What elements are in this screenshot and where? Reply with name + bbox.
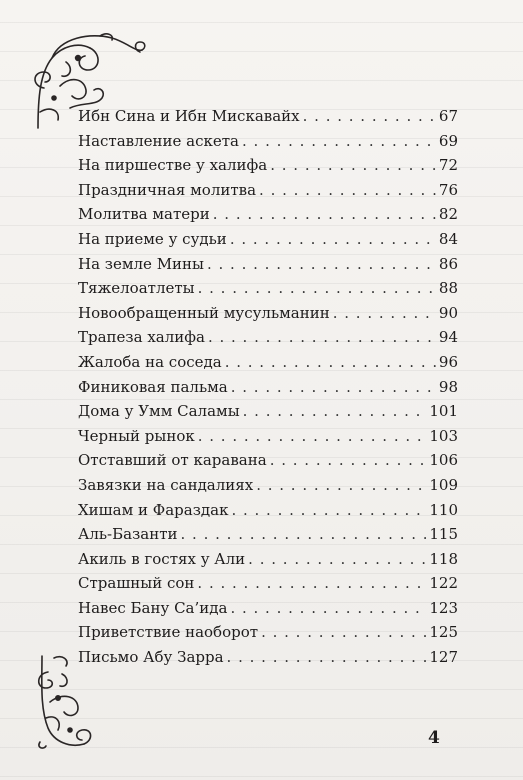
toc-entry-page: 106 <box>429 451 458 470</box>
toc-entry-page: 94 <box>438 328 458 347</box>
toc-entry-title: Черный рынок <box>78 426 195 445</box>
toc-entry-page: 110 <box>429 500 458 519</box>
toc-leader-dots <box>207 252 436 277</box>
toc-leader-dots <box>198 276 436 301</box>
toc-leader-dots <box>198 424 427 449</box>
toc-entry-page: 86 <box>438 254 458 273</box>
toc-leader-dots <box>270 448 427 473</box>
toc-entry-title: На приеме у судьи <box>78 229 227 248</box>
toc-entry-page: 69 <box>438 131 458 150</box>
toc-entry-title: Жалоба на соседа <box>78 352 222 371</box>
toc-leader-dots <box>333 301 436 326</box>
corner-flourish-bottom-icon <box>32 652 98 752</box>
toc-entry[interactable] <box>78 129 458 154</box>
toc-entry[interactable] <box>78 399 458 424</box>
toc-entry-page: 109 <box>429 475 458 494</box>
toc-entry-title: Праздничная молитва <box>78 180 257 199</box>
toc-entry-title: Финиковая пальма <box>78 377 228 396</box>
toc-entry-title: Хишам и Фараздак <box>78 500 229 519</box>
toc-entry-page: 72 <box>438 156 458 175</box>
toc-entry[interactable] <box>78 375 458 400</box>
toc-entry[interactable] <box>78 153 458 178</box>
toc-entry-title: Акиль в гостях у Али <box>78 549 246 568</box>
table-of-contents <box>78 104 458 670</box>
toc-entry[interactable] <box>78 522 458 547</box>
toc-leader-dots <box>256 473 426 498</box>
toc-entry-page: 90 <box>438 303 458 322</box>
toc-entry[interactable] <box>78 325 458 350</box>
toc-leader-dots <box>231 498 426 523</box>
toc-leader-dots <box>231 375 436 400</box>
toc-entry-page: 84 <box>438 229 458 248</box>
toc-entry-title: Молитва матери <box>78 205 210 224</box>
toc-entry[interactable] <box>78 350 458 375</box>
toc-entry-title: Трапеза халифа <box>78 328 205 347</box>
toc-entry-page: 88 <box>438 279 458 298</box>
toc-leader-dots <box>243 399 427 424</box>
toc-entry-title: Новообращенный мусульманин <box>78 303 330 322</box>
toc-leader-dots <box>270 153 436 178</box>
toc-leader-dots <box>225 350 436 375</box>
toc-entry-page: 115 <box>429 525 458 544</box>
toc-entry-page: 96 <box>438 352 458 371</box>
toc-entry-title: Страшный сон <box>78 574 195 593</box>
toc-entry-page: 67 <box>438 107 458 125</box>
toc-entry-page: 101 <box>429 402 458 421</box>
toc-entry-page: 82 <box>438 205 458 224</box>
toc-entry-title: Ибн Сина и Ибн Мискавайх <box>78 107 300 125</box>
toc-entry-title: Наставление аскета <box>78 131 239 150</box>
toc-entry[interactable] <box>78 252 458 277</box>
page-number: 4 <box>428 728 440 748</box>
toc-leader-dots <box>242 129 436 154</box>
toc-entry-title: На земле Мины <box>78 254 204 273</box>
toc-entry-title: Навес Бану Са’ида <box>78 598 228 617</box>
toc-entry[interactable] <box>78 178 458 203</box>
toc-entry[interactable] <box>78 276 458 301</box>
toc-entry-title: Отставший от каравана <box>78 451 267 470</box>
toc-entry[interactable] <box>78 227 458 252</box>
toc-leader-dots <box>181 522 427 547</box>
toc-leader-dots <box>197 571 426 596</box>
toc-entry-page: 123 <box>429 598 458 617</box>
toc-entry[interactable] <box>78 498 458 523</box>
toc-entry-page: 118 <box>429 549 458 568</box>
toc-entry[interactable] <box>78 596 458 621</box>
toc-leader-dots <box>259 178 436 203</box>
toc-entry-title: Приветствие наоборот <box>78 623 259 642</box>
toc-leader-dots <box>208 325 436 350</box>
toc-leader-dots <box>213 202 436 227</box>
toc-entry[interactable] <box>78 301 458 326</box>
toc-entry-title: На пиршестве у халифа <box>78 156 268 175</box>
toc-leader-dots <box>303 104 436 129</box>
toc-entry[interactable] <box>78 571 458 596</box>
toc-leader-dots <box>227 645 427 670</box>
toc-entry[interactable] <box>78 547 458 572</box>
toc-entry[interactable] <box>78 202 458 227</box>
toc-leader-dots <box>261 620 426 645</box>
toc-leader-dots <box>248 547 426 572</box>
toc-entry-page: 122 <box>429 574 458 593</box>
toc-entry-page: 98 <box>438 377 458 396</box>
toc-entry[interactable] <box>78 448 458 473</box>
toc-entry-title: Письмо Абу Зарра <box>78 648 224 667</box>
toc-entry-page: 103 <box>429 426 458 445</box>
toc-entry-title: Завязки на сандалиях <box>78 475 254 494</box>
toc-entry-page: 76 <box>438 180 458 199</box>
toc-entry-title: Аль-Базанти <box>78 525 178 544</box>
toc-leader-dots <box>230 596 426 621</box>
toc-entry-page: 127 <box>429 648 458 667</box>
toc-entry-page: 125 <box>429 623 458 642</box>
toc-entry[interactable] <box>78 424 458 449</box>
toc-entry[interactable] <box>78 104 458 129</box>
toc-entry[interactable] <box>78 620 458 645</box>
toc-entry-title: Дома у Умм Саламы <box>78 402 240 421</box>
toc-leader-dots <box>230 227 436 252</box>
toc-entry[interactable] <box>78 473 458 498</box>
toc-entry-title: Тяжелоатлеты <box>78 279 195 298</box>
toc-entry[interactable] <box>78 645 458 670</box>
